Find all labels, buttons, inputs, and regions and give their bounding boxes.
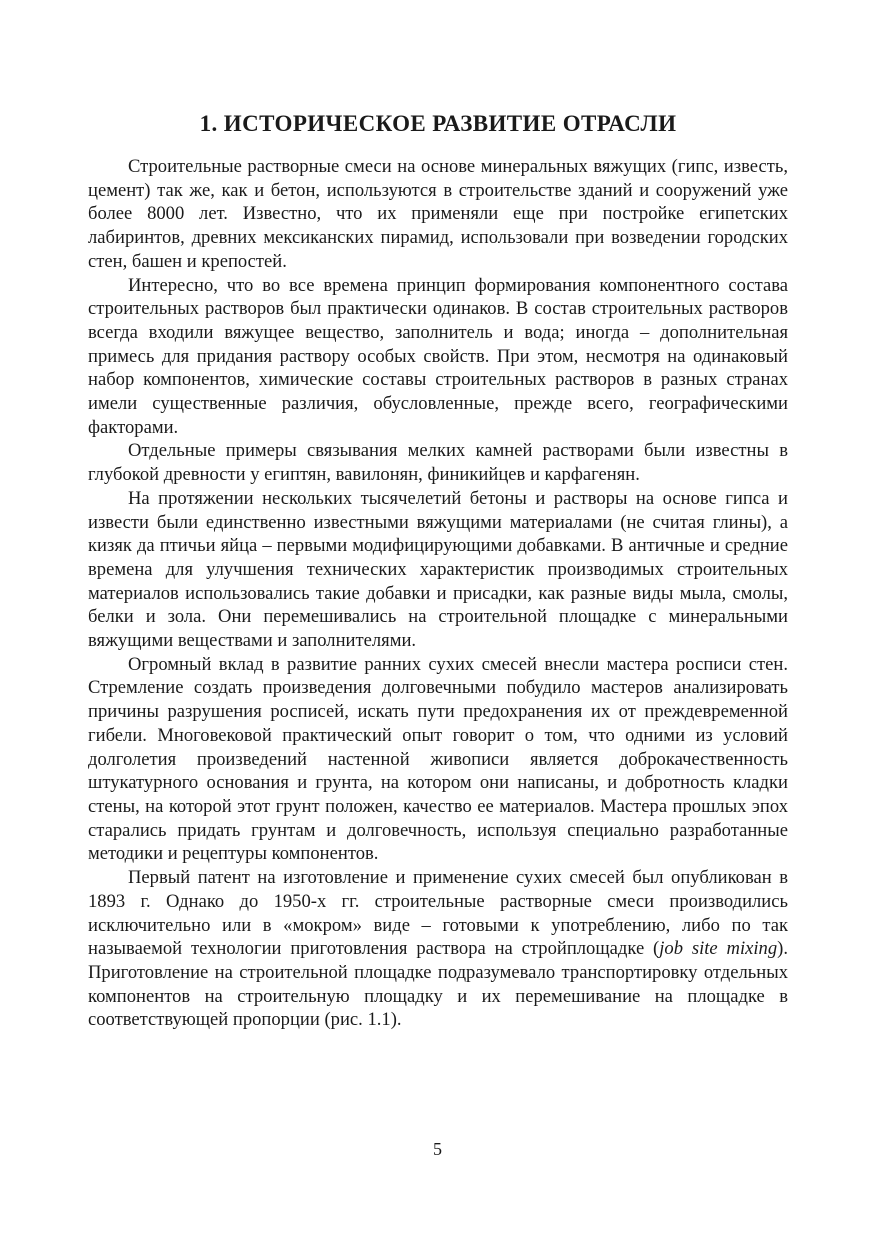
body-text <box>88 155 788 1032</box>
paragraph-6-text-start: Первый патент на изготовление и применение сухих смесей был опубликован в 1893 г. Однако до 1950-х гг. строительные растворные смеси производились исключительно или в «мокром» виде – готовыми к употреблению, либо по так называемой технологии приготовления раствора на стройплощадке ( <box>88 867 788 960</box>
paragraph-2: Интересно, что во все времена принцип формирования компонентного состава строительных растворов был практически одинаков. В состав строительных растворов всегда входили вяжущее вещество, заполнитель и вода; иногда – дополнительная примесь для придания раствору особых свойств. При этом, несмотря на одинаковый набор компонентов, химические составы строительных растворов в разных странах имели существенные различия, обусловленные, прежде всего, географическими факторами. <box>88 274 788 438</box>
page-number: 5 <box>433 1139 442 1159</box>
chapter-title: 1. ИСТОРИЧЕСКОЕ РАЗВИТИЕ ОТРАСЛИ <box>199 111 677 136</box>
paragraph-6 <box>88 866 788 1032</box>
paragraph-3: Отдельные примеры связывания мелких камней растворами были известны в глубокой древности у египтян, вавилонян, финикийцев и карфагенян. <box>88 440 788 486</box>
paragraph-6-text-end: ). Приготовление на строительной площадке подразумевало транспортировку отдельных компонентов на строительную площадку и их перемешивание на площадке в соответствующей пропорции (рис. 1.1). <box>88 938 788 1031</box>
paragraph-4: На протяжении нескольких тысячелетий бетоны и растворы на основе гипса и извести были единственно известными вяжущими материалами (не считая глины), а кизяк да птичьи яйца – первыми модифицирующими добавками. В античные и средние времена для улучшения технических характеристик производимых строительных материалов использовались такие добавки и присадки, как разные виды мыла, смолы, белки и зола. Они перемешивались на строительной площадке с минеральными вяжущими веществами и заполнителями. <box>88 487 788 652</box>
job-site-mixing-term: job site mixing <box>659 938 778 960</box>
paragraph-1: Строительные растворные смеси на основе минеральных вяжущих (гипс, известь, цемент) так же, как и бетон, используются в строительстве зданий и сооружений уже более 8000 лет. Известно, что их применяли еще при постройке египетских лабиринтов, древних мексиканских пирамид, использовали при возведении городских стен, башен и крепостей. <box>88 156 788 272</box>
paragraph-5: Огромный вклад в развитие ранних сухих смесей внесли мастера росписи стен. Стремление создать произведения долговечными побудило мастеров анализировать причины разрушения росписей, искать пути предохранения их от преждевременной гибели. Многовековой практический опыт говорит о том, что одними из условий долголетия произведений настенной живописи является доброкачественность штукатурного основания и грунта, на котором они написаны, и добротность кладки стены, на которой этот грунт положен, качество ее материалов. Мастера прошлых эпох старались придать грунтам и долговечность, используя специально разработанные методики и рецептуры компонентов. <box>88 653 788 865</box>
